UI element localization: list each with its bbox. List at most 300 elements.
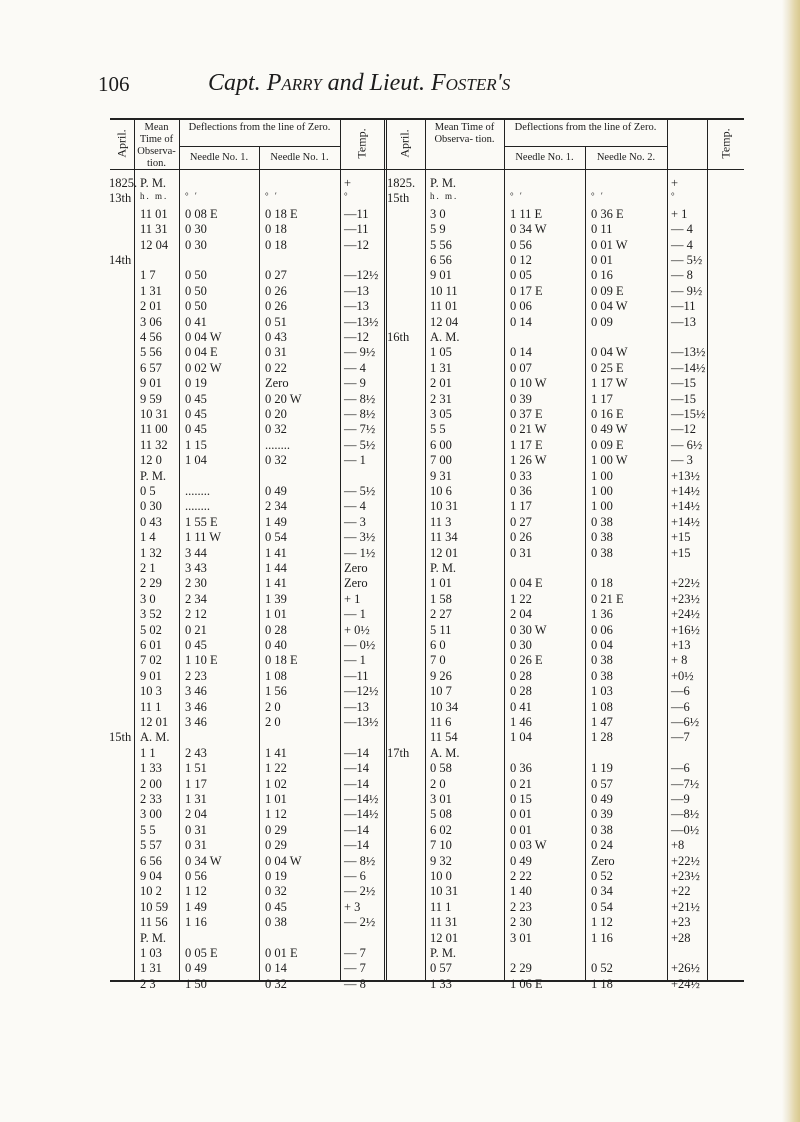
cell-time: 1 05 [430,345,452,360]
cell-time: 10 31 [140,407,169,421]
cell-temp: +8 [671,838,685,853]
cell-needle-1: 0 06 [510,299,532,314]
cell-temp: —13 [344,299,369,314]
cell-time: 11 6 [430,715,452,729]
cell-time: 2 00 [140,776,162,791]
cell-temp: — 7½ [344,422,376,437]
cell-needle-2: 1 17 W [591,376,628,391]
date-label: 13th [109,191,132,206]
header-temp-right: Temp. [718,128,733,159]
cell-needle-1: 1 17 [185,776,207,791]
cell-needle-1: 2 04 [185,807,207,822]
cell-time: 6 56 [140,853,162,868]
cell-needle-2: 1 00 [591,499,613,514]
cell-needle-1: 0 12 [510,253,532,267]
cell-time: 0 58 [430,761,452,776]
cell-needle-2: 1 16 [591,930,613,945]
cell-time: A. M. [430,745,460,760]
cell-time: 2 33 [140,792,162,806]
cell-time: 5 56 [140,345,162,360]
cell-needle-1: 0 04 W [185,330,222,344]
cell-time: 9 31 [430,468,452,483]
cell-needle-1: 0 04 E [510,576,543,591]
cell-time: 1 31 [140,961,162,976]
observation-table [109,118,744,991]
cell-needle-1: 0 27 [510,514,532,529]
cell-temp: —12½ [344,268,379,283]
cell-needle-2: 0 29 [265,838,287,853]
cell-temp: — 9½ [344,345,376,360]
cell-time: 11 31 [140,222,168,237]
cell-time: 0 5 [140,484,156,498]
cell-temp: Zero [344,561,368,575]
cell-needle-2: 2 0 [265,699,281,714]
cell-needle-1: 0 49 [510,853,532,868]
cell-time: 4 56 [140,330,162,344]
cell-temp: — 8½ [344,853,376,868]
cell-time: 10 0 [430,869,452,883]
cell-needle-1: 3 46 [185,684,207,699]
header-mean-time-right: Mean Time of Observa- tion. [434,122,495,145]
cell-time: 3 01 [430,792,452,806]
cell-time: 12 04 [140,237,169,252]
cell-time: 7 10 [430,838,452,853]
cell-needle-2: 0 29 [265,822,287,837]
cell-temp: —6½ [671,715,700,729]
cell-time: 10 59 [140,899,169,914]
cell-temp: — 7 [344,946,366,960]
cell-temp: +24½ [671,976,700,991]
running-title [208,70,510,97]
cell-needle-2: 0 38 [591,653,613,668]
cell-needle-1: 0 31 [185,838,207,853]
title-name-2: Foster's [431,70,511,96]
cell-needle-1: 2 04 [510,607,532,622]
cell-needle-1: 0 30 [510,638,532,652]
cell-needle-2: 1 12 [265,807,287,822]
cell-time: 7 0 [430,653,446,668]
cell-time: 5 57 [140,838,162,853]
cell-needle-2: 0 09 E [591,437,624,452]
cell-temp: +14½ [671,484,700,498]
cell-needle-2: 0 49 W [591,422,628,437]
cell-temp: —15½ [671,407,706,421]
cell-time: 2 31 [430,391,452,406]
cell-needle-1: 0 14 [510,314,532,329]
title-lieut: Lieut. [369,70,425,96]
cell-needle-1: 0 02 W [185,360,222,375]
cell-time: 11 01 [430,299,458,314]
cell-needle-1: 0 26 [510,530,532,545]
cell-temp: —14½ [344,807,379,822]
cell-needle-1: 0 01 [510,822,532,837]
cell-needle-1: 0 49 [185,961,207,976]
cell-needle-1: 1 31 [185,792,207,806]
cell-time: h. m. [430,191,459,202]
cell-time: 5 5 [430,422,446,437]
cell-time: 6 02 [430,822,452,837]
cell-temp: —7½ [671,776,700,791]
cell-time: 1 32 [140,545,162,560]
cell-time: 10 31 [430,499,459,514]
date-label: 17th [387,745,410,760]
cell-temp: —14 [344,776,369,791]
cell-needle-2: 0 04 W [591,345,628,360]
cell-time: 10 2 [140,884,162,899]
cell-needle-2: 0 19 [265,869,287,883]
page-header [98,64,728,104]
cell-needle-1: ........ [185,484,210,498]
cell-needle-2: 0 01 E [265,946,298,960]
cell-temp: +15 [671,545,691,560]
cell-needle-2: 1 08 [265,668,287,683]
cell-time: 11 3 [430,514,452,529]
cell-temp: — 5½ [344,484,376,498]
cell-time: P. M. [140,468,167,483]
cell-temp: +14½ [671,514,700,529]
cell-needle-1: 2 12 [185,607,207,622]
cell-needle-1: 0 30 [185,222,207,237]
cell-needle-1: 0 41 [185,314,207,329]
cell-needle-2: 1 19 [591,761,613,776]
cell-needle-1: 0 41 [510,699,532,714]
header-april-left: April. [114,129,129,158]
cell-temp: —13 [671,314,696,329]
cell-needle-2: 0 11 [591,222,613,237]
cell-needle-2: 1 12 [591,915,613,930]
cell-temp: +23½ [671,869,700,883]
cell-needle-2: 0 34 [591,884,613,899]
cell-needle-1: 0 05 E [185,946,218,960]
cell-needle-1: 0 05 [510,268,532,283]
cell-time: 2 29 [140,576,162,591]
cell-needle-1: 0 36 [510,761,532,776]
cell-needle-1: 2 29 [510,961,532,976]
cell-time: 0 30 [140,499,162,514]
cell-needle-1: 0 39 [510,391,532,406]
cell-temp: — 4 [344,499,366,514]
cell-time: P. M. [140,176,167,190]
cell-needle-2: 0 04 W [265,853,302,868]
cell-temp: —12½ [344,684,379,699]
cell-needle-2: 0 25 E [591,360,624,375]
cell-temp: +21½ [671,899,700,914]
cell-time: 6 00 [430,437,452,452]
cell-temp: —11 [344,668,369,683]
cell-needle-2: 1 22 [265,761,287,776]
cell-needle-1: 1 15 [185,437,207,452]
cell-needle-1: 0 37 E [510,407,543,421]
cell-needle-1: 0 04 E [185,345,218,360]
cell-needle-1: 3 43 [185,561,207,575]
cell-time: 3 00 [140,807,162,822]
cell-time: 2 01 [430,376,452,391]
cell-needle-1: 1 17 E [510,437,543,452]
cell-needle-1: 0 30 W [510,622,547,637]
cell-time: 1 33 [430,976,452,991]
cell-needle-2: 1 00 W [591,453,628,468]
cell-needle-2: 0 39 [591,807,613,822]
cell-needle-2: 1 49 [265,514,287,529]
cell-time: 2 0 [430,776,446,791]
cell-temp: +14½ [671,499,700,514]
cell-needle-2: 0 38 [591,545,613,560]
cell-temp: — 3 [671,453,693,468]
cell-time: 12 01 [430,930,459,945]
cell-temp: — 4 [671,237,693,252]
cell-needle-2: 0 32 [265,884,287,899]
cell-time: 1 33 [140,761,162,776]
cell-needle-1: 2 43 [185,745,207,760]
cell-needle-2: 1 01 [265,607,287,622]
cell-temp: +16½ [671,622,700,637]
cell-needle-2: 0 04 [591,638,613,652]
cell-time: 0 57 [430,961,452,976]
cell-time: 7 00 [430,453,452,468]
cell-needle-1: 0 36 [510,484,532,498]
cell-needle-2: 1 36 [591,607,613,622]
page-number: 106 [98,72,130,96]
cell-needle-1: 1 40 [510,884,532,899]
cell-needle-1: 0 45 [185,407,207,421]
cell-needle-2: 0 49 [591,792,613,806]
cell-time: 1 01 [430,576,452,591]
cell-needle-2: 1 00 [591,468,613,483]
cell-needle-2: 2 0 [265,715,281,729]
cell-temp: — 0½ [344,638,376,652]
title-prefix: Capt. [208,70,261,96]
cell-temp: +26½ [671,961,700,976]
date-label: 16th [387,330,410,344]
header-mean-time-left: Mean Time of Observa- tion. [137,122,176,169]
cell-needle-1: 3 46 [185,699,207,714]
cell-time: 12 0 [140,453,162,468]
cell-time: P. M. [430,176,457,190]
cell-temp: —11 [344,222,369,237]
cell-needle-1: 1 46 [510,715,532,729]
cell-time: 6 57 [140,360,162,375]
cell-needle-1: 2 30 [185,576,207,591]
cell-temp: +22½ [671,576,700,591]
cell-needle-2: 0 52 [591,869,613,883]
cell-needle-1: 1 12 [185,884,207,899]
cell-needle-2: 1 00 [591,484,613,498]
cell-needle-1: 2 34 [185,591,207,606]
cell-temp: —13½ [671,345,706,360]
cell-temp: — 2½ [344,915,376,930]
cell-needle-2: 0 26 [265,283,287,298]
header-needle-1-c: Needle No. 1. [515,152,574,163]
cell-time: 10 11 [430,283,458,298]
cell-time: 11 01 [140,206,168,221]
cell-needle-2: ........ [265,437,290,452]
cell-needle-1: 0 56 [185,869,207,883]
cell-needle-2: 1 02 [265,776,287,791]
cell-temp: —14 [344,838,369,853]
cell-time: 5 11 [430,622,452,637]
cell-needle-1: 2 30 [510,915,532,930]
cell-time: 1 7 [140,268,156,283]
cell-temp: — 1½ [344,545,376,560]
cell-temp: —14½ [671,360,706,375]
cell-time: P. M. [140,930,167,945]
cell-needle-2: 1 08 [591,699,613,714]
cell-time: 1 58 [430,591,452,606]
cell-needle-1: 2 23 [185,668,207,683]
cell-temp: —9 [671,792,690,806]
cell-temp: — 1 [344,453,366,468]
cell-needle-2: 1 41 [265,576,287,591]
cell-needle-1: ........ [185,499,210,514]
cell-needle-1: 0 15 [510,792,532,806]
cell-needle-2: 1 41 [265,545,287,560]
cell-time: 3 0 [140,591,156,606]
cell-needle-2: 0 32 [265,453,287,468]
cell-needle-1: 1 55 E [185,514,218,529]
cell-needle-1: 1 10 E [185,653,218,668]
cell-needle-1: 0 21 [510,776,532,791]
cell-temp: —7 [671,730,690,745]
date-label: 14th [109,253,132,267]
cell-time: 2 1 [140,561,156,575]
cell-temp: + 1 [671,206,688,221]
cell-temp: + 3 [344,899,361,914]
cell-needle-2: 1 18 [591,976,613,991]
cell-time: 11 31 [430,915,458,930]
cell-needle-1: 0 01 [510,807,532,822]
cell-needle-2: 0 26 [265,299,287,314]
cell-time: P. M. [430,561,457,575]
cell-needle-1: 0 45 [185,422,207,437]
cell-temp: + 8 [671,653,688,668]
cell-needle-2: 0 09 [591,314,613,329]
cell-needle-2: 0 45 [265,899,287,914]
cell-needle-2: 0 27 [265,268,287,283]
cell-needle-1: 0 50 [185,299,207,314]
cell-needle-1: 1 04 [185,453,207,468]
cell-needle-2: 0 18 E [265,206,298,221]
cell-needle-1: 1 06 E [510,976,543,991]
cell-time: A. M. [140,730,170,745]
cell-time: 3 06 [140,314,162,329]
cell-needle-1: 0 28 [510,684,532,699]
cell-needle-2: 0 57 [591,776,613,791]
cell-needle-2: 0 38 [265,915,287,930]
cell-needle-1: 0 50 [185,268,207,283]
cell-needle-2: 0 18 [265,237,287,252]
cell-needle-2: 0 31 [265,345,287,360]
cell-needle-1: 0 28 [510,668,532,683]
cell-needle-2: 1 03 [591,684,613,699]
header-needle-1-b: Needle No. 1. [270,152,329,163]
cell-temp: — 5½ [344,437,376,452]
header-deflections-left: Deflections from the line of Zero. [188,122,331,133]
cell-time: 1 03 [140,946,162,960]
cell-temp: — 8½ [344,407,376,421]
cell-needle-2: ° ′ [265,191,279,202]
cell-needle-2: 0 09 E [591,283,624,298]
cell-temp: —6 [671,761,690,776]
cell-needle-2: 0 21 E [591,591,624,606]
cell-needle-1: 0 50 [185,283,207,298]
cell-time: 0 43 [140,514,162,529]
cell-time: 11 54 [430,730,458,745]
cell-temp: —15 [671,376,696,391]
cell-temp: +13½ [671,468,700,483]
cell-time: 3 52 [140,607,162,622]
page-edge [782,0,800,1122]
cell-needle-2: 0 06 [591,622,613,637]
cell-needle-2: 1 44 [265,561,287,575]
cell-temp: + 1 [344,591,361,606]
cell-temp: +23 [671,915,691,930]
cell-temp: ° [671,191,677,202]
cell-time: 9 32 [430,853,452,868]
cell-temp: —14½ [344,792,379,806]
cell-time: 12 01 [140,715,169,729]
cell-needle-2: 0 54 [265,530,287,545]
cell-needle-2: 0 40 [265,638,287,652]
cell-needle-1: 3 44 [185,545,207,560]
cell-time: 9 04 [140,869,162,883]
header-needle-1-a: Needle No. 1. [189,152,249,163]
cell-needle-1: 0 21 [185,622,207,637]
header-april-right: April. [397,129,412,158]
title-name-1: Parry [266,70,322,96]
cell-temp: + [671,176,679,190]
cell-time: 1 31 [140,283,162,298]
cell-temp: —12 [671,422,696,437]
cell-needle-2: 0 49 [265,484,287,498]
cell-time: 9 01 [140,668,162,683]
cell-needle-2: 1 41 [265,745,287,760]
cell-temp: +22½ [671,853,700,868]
cell-time: 2 3 [140,976,156,991]
cell-needle-2: 0 51 [265,314,287,329]
cell-needle-2: 0 38 [591,530,613,545]
cell-needle-2: 0 32 [265,422,287,437]
cell-needle-1: 2 23 [510,899,532,914]
cell-time: 6 56 [430,253,452,267]
cell-needle-1: 0 34 W [185,853,222,868]
title-and: and [327,70,364,96]
cell-time: P. M. [430,946,457,960]
cell-temp: — 3 [344,514,366,529]
cell-needle-2: 0 18 [591,576,613,591]
cell-time: 11 1 [430,899,452,914]
cell-needle-2: 0 16 [591,268,613,283]
date-label: 15th [109,730,132,745]
cell-needle-1: 1 22 [510,591,532,606]
cell-time: 1 1 [140,745,156,760]
cell-time: h. m. [140,191,169,202]
cell-time: 10 34 [430,699,459,714]
cell-temp: —6 [671,684,690,699]
date-label: 15th [387,191,410,206]
cell-needle-1: 0 08 E [185,206,218,221]
cell-needle-1: 0 45 [185,638,207,652]
cell-needle-1: 1 04 [510,730,532,745]
cell-needle-1: 1 49 [185,899,207,914]
cell-needle-2: 1 47 [591,715,613,729]
cell-temp: Zero [344,576,368,591]
cell-temp: +23½ [671,591,700,606]
cell-needle-1: 0 31 [185,822,207,837]
cell-temp: — 9 [344,376,366,391]
cell-temp: — 8½ [344,391,376,406]
cell-needle-2: 0 01 W [591,237,628,252]
cell-needle-1: 1 11 E [510,206,543,221]
